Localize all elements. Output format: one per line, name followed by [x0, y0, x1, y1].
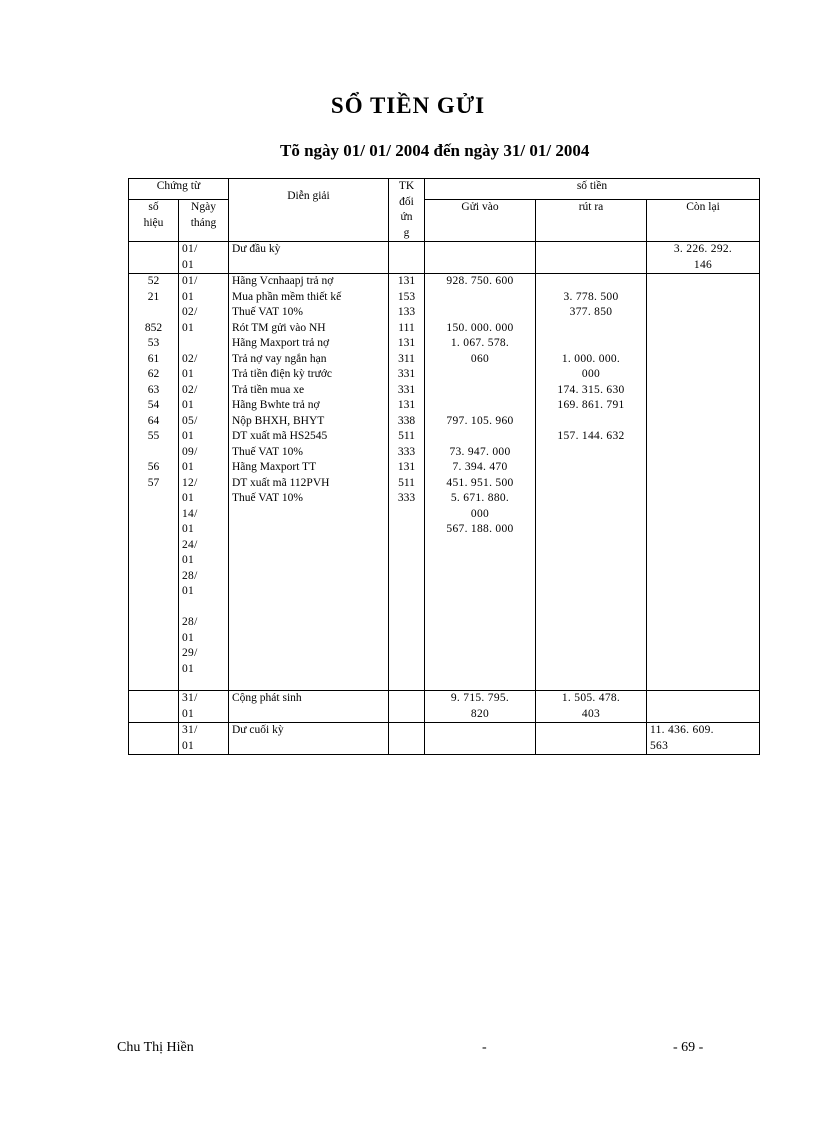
detail-tk-lines [392, 274, 421, 507]
ngay-line: 02/ [182, 383, 198, 396]
gui-vao-line: 797. 105. 960 [446, 414, 514, 427]
dien-giai-line: Thuế VAT 10% [232, 492, 303, 504]
opening-ngay [179, 242, 229, 274]
detail-dien-giai-lines [232, 274, 385, 507]
closing-ngay [179, 723, 229, 755]
detail-gui-vao [425, 274, 536, 691]
detail-con-lai [647, 274, 760, 691]
ngay-line: 01 [182, 631, 195, 644]
opening-ngay-line: 01 [182, 258, 195, 271]
tk-line: 131 [397, 461, 416, 473]
so-hieu-line: 61 [147, 352, 160, 365]
header-tk-line: đối [399, 195, 414, 208]
closing-rut-ra [536, 723, 647, 755]
footer-separator: - [482, 1040, 487, 1055]
total-ngay-line: 01 [182, 707, 195, 720]
dien-giai-line: Hãng Maxport trả nợ [232, 337, 330, 349]
tk-line: 511 [398, 430, 415, 442]
header-gui-vao: Gửi vào [425, 200, 536, 242]
so-hieu-line: 21 [147, 290, 160, 303]
page-subtitle: Tõ ngày 01/ 01/ 2004 đến ngày 31/ 01/ 2004 [280, 141, 590, 160]
gui-vao-line [428, 290, 532, 306]
dien-giai-line: Mua phần mềm thiết kế [232, 290, 342, 303]
dien-giai-line: Thuế VAT 10% [232, 306, 303, 318]
closing-balance-row [129, 723, 760, 755]
ngay-line: 01 [182, 662, 195, 675]
header-so-tien: số tiền [425, 179, 760, 200]
detail-dien-giai [229, 274, 389, 691]
gui-vao-line [428, 367, 532, 383]
closing-ngay-line: 31/ [182, 724, 198, 736]
gui-vao-line [428, 305, 532, 321]
gui-vao-line: 000 [470, 507, 490, 520]
tk-line: 311 [398, 352, 415, 365]
dien-giai-line: Thuế VAT 10% [232, 445, 303, 458]
so-hieu-line: 62 [147, 368, 160, 380]
tk-line: 333 [397, 492, 416, 504]
so-hieu-line: 55 [147, 430, 160, 442]
opening-ngay-lines [182, 242, 225, 273]
ngay-line: 01 [182, 368, 195, 380]
header-tk-line: TK [398, 180, 415, 192]
header-tk-line: g [403, 226, 410, 239]
total-tk [389, 691, 425, 723]
header-con-lai: Còn lại [647, 200, 760, 242]
ngay-line [182, 336, 225, 352]
total-rut-ra [536, 691, 647, 723]
total-so-hieu [129, 691, 179, 723]
dien-giai-line: Hãng Maxport TT [232, 461, 317, 473]
tk-line: 153 [397, 290, 416, 303]
gui-vao-line: 928. 750. 600 [446, 275, 514, 287]
header-tk-lines [392, 179, 421, 241]
total-con-lai [647, 691, 760, 723]
rut-ra-line: 169. 861. 791 [557, 399, 625, 411]
header-ngay-thang-line: Ngày [191, 201, 216, 214]
opening-ngay-line: 01/ [182, 243, 198, 255]
tk-line: 511 [398, 476, 415, 489]
total-gui-vao [425, 691, 536, 723]
gui-vao-line [428, 383, 532, 399]
opening-rut-ra [536, 242, 647, 274]
ngay-line: 01 [182, 290, 195, 303]
footer-author: Chu Thị Hiền [117, 1040, 194, 1055]
closing-ngay-lines [182, 723, 225, 754]
header-ngay-thang-line: tháng [190, 216, 217, 229]
ngay-line [182, 600, 225, 616]
rut-ra-line [539, 274, 643, 290]
header-ngay-thang [179, 200, 229, 242]
so-hieu-line: 53 [147, 337, 160, 349]
closing-con-lai-line: 11. 436. 609. [650, 724, 714, 736]
so-hieu-line: 64 [147, 414, 160, 427]
detail-so-hieu-lines [132, 274, 175, 491]
total-dien-giai: Cộng phát sinh [229, 691, 389, 723]
ngay-line: 09/ [182, 445, 198, 458]
closing-gui-vao [425, 723, 536, 755]
so-hieu-line: 63 [147, 383, 160, 396]
ngay-line: 28/ [182, 569, 198, 582]
total-row [129, 691, 760, 723]
ngay-line: 01 [182, 554, 195, 566]
tk-line: 333 [397, 445, 416, 458]
gui-vao-line: 1. 067. 578. [450, 337, 510, 349]
detail-rut-ra-lines [539, 274, 643, 445]
tk-line: 131 [397, 275, 416, 287]
ngay-line: 01 [182, 461, 195, 473]
ngay-line: 01 [182, 321, 195, 334]
closing-so-hieu [129, 723, 179, 755]
dien-giai-line: DT xuất mã 112PVH [232, 476, 330, 489]
closing-tk [389, 723, 425, 755]
tk-line: 331 [397, 368, 416, 380]
ngay-line: 01 [182, 585, 195, 597]
total-ngay-lines [182, 691, 225, 722]
rut-ra-line [539, 414, 643, 430]
so-hieu-line: 57 [147, 476, 160, 489]
ngay-line: 29/ [182, 647, 198, 659]
total-gui-vao-line: 820 [470, 707, 490, 720]
closing-con-lai-lines [650, 723, 756, 754]
rut-ra-line: 3. 778. 500 [563, 290, 619, 303]
header-chung-tu: Chứng từ [129, 179, 229, 200]
ngay-line: 12/ [182, 476, 198, 489]
ngay-line: 24/ [182, 538, 198, 551]
rut-ra-line [539, 336, 643, 352]
rut-ra-line: 377. 850 [569, 306, 613, 318]
total-rut-ra-line: 403 [581, 707, 601, 720]
opening-con-lai-line: 3. 226. 292. [673, 243, 733, 255]
page-title: SỔ TIỀN GỬI [330, 93, 486, 118]
dien-giai-line: Trả tiền mua xe [232, 383, 305, 396]
ngay-line: 02/ [182, 352, 198, 365]
opening-dien-giai: Dư đầu kỳ [229, 242, 389, 274]
header-so-hieu [129, 200, 179, 242]
dien-giai-line: DT xuất mã HS2545 [232, 430, 328, 442]
total-ngay [179, 691, 229, 723]
closing-dien-giai: Dư cuối kỳ [229, 723, 389, 755]
dien-giai-line: Rót TM gửi vào NH [232, 321, 326, 334]
gui-vao-line: 150. 000. 000 [446, 321, 514, 334]
header-row-1 [129, 179, 760, 200]
opening-balance-row [129, 242, 760, 274]
detail-ngay-lines [182, 274, 225, 677]
detail-so-hieu [129, 274, 179, 691]
total-ngay-line: 31/ [182, 692, 198, 704]
ngay-line: 01/ [182, 275, 198, 287]
so-hieu-line: 54 [147, 399, 160, 411]
rut-ra-line [539, 321, 643, 337]
header-row-2 [129, 200, 760, 242]
tk-line: 131 [397, 399, 416, 411]
detail-ngay [179, 274, 229, 691]
opening-con-lai-lines [650, 242, 756, 273]
gui-vao-line: 451. 951. 500 [446, 476, 514, 489]
tk-line: 111 [398, 321, 415, 334]
ngay-line: 02/ [182, 306, 198, 318]
closing-con-lai [647, 723, 760, 755]
header-rut-ra: rút ra [536, 200, 647, 242]
ngay-line: 01 [182, 523, 195, 535]
gui-vao-line: 5. 671. 880. [450, 492, 510, 504]
closing-con-lai-line: 563 [650, 739, 669, 752]
so-hieu-line: 852 [144, 321, 163, 334]
ngay-line: 05/ [182, 414, 198, 427]
ngay-line: 01 [182, 492, 195, 504]
gui-vao-line: 73. 947. 000 [449, 445, 511, 458]
detail-gui-vao-lines [428, 274, 532, 538]
tk-line: 133 [397, 306, 416, 318]
gui-vao-line [428, 398, 532, 414]
closing-ngay-line: 01 [182, 739, 195, 752]
opening-con-lai [647, 242, 760, 274]
header-so-hieu-line: hiệu [143, 216, 164, 229]
opening-con-lai-line: 146 [693, 258, 713, 271]
ledger-table [128, 178, 760, 755]
detail-row [129, 274, 760, 691]
so-hieu-line: 52 [147, 275, 160, 287]
gui-vao-line [428, 429, 532, 445]
rut-ra-line: 174. 315. 630 [557, 383, 625, 396]
tk-line: 131 [397, 337, 416, 349]
so-hieu-line: 56 [147, 461, 160, 473]
header-tk-doi-ung [389, 179, 425, 242]
header-so-hieu-line: số [148, 201, 159, 214]
dien-giai-line: Hãng Bwhte trả nợ [232, 399, 320, 411]
detail-tk [389, 274, 425, 691]
rut-ra-line: 157. 144. 632 [557, 430, 625, 442]
tk-line: 331 [397, 383, 416, 396]
ngay-line: 01 [182, 430, 195, 442]
so-hieu-line [132, 305, 175, 321]
total-rut-ra-line: 1. 505. 478. [561, 692, 621, 704]
dien-giai-line: Trả tiền điện kỳ trước [232, 368, 333, 380]
dien-giai-line: Hãng Vcnhaapj trả nợ [232, 275, 334, 287]
header-ngay-thang-lines [182, 200, 225, 231]
gui-vao-line: 060 [470, 352, 490, 365]
ngay-line: 01 [182, 399, 195, 411]
rut-ra-line: 000 [581, 368, 601, 380]
dien-giai-line: Trả nợ vay ngắn hạn [232, 352, 327, 365]
ngay-line: 14/ [182, 507, 198, 520]
header-dien-giai [229, 179, 389, 242]
opening-tk [389, 242, 425, 274]
dien-giai-line: Nộp BHXH, BHYT [232, 414, 325, 427]
ngay-line: 28/ [182, 616, 198, 628]
gui-vao-line: 567. 188. 000 [446, 523, 514, 535]
header-so-hieu-lines [132, 200, 175, 231]
footer-page-number: - 69 - [673, 1040, 704, 1055]
total-gui-vao-line: 9. 715. 795. [450, 692, 510, 704]
rut-ra-line: 1. 000. 000. [561, 352, 621, 365]
tk-line: 338 [397, 414, 416, 427]
total-gui-vao-lines [428, 691, 532, 722]
detail-rut-ra [536, 274, 647, 691]
so-hieu-line [132, 445, 175, 461]
header-dien-giai-text: Diễn giải [287, 190, 330, 202]
opening-so-hieu [129, 242, 179, 274]
header-tk-line: ứn [400, 211, 413, 223]
total-rut-ra-lines [539, 691, 643, 722]
opening-gui-vao [425, 242, 536, 274]
gui-vao-line: 7. 394. 470 [452, 461, 508, 473]
